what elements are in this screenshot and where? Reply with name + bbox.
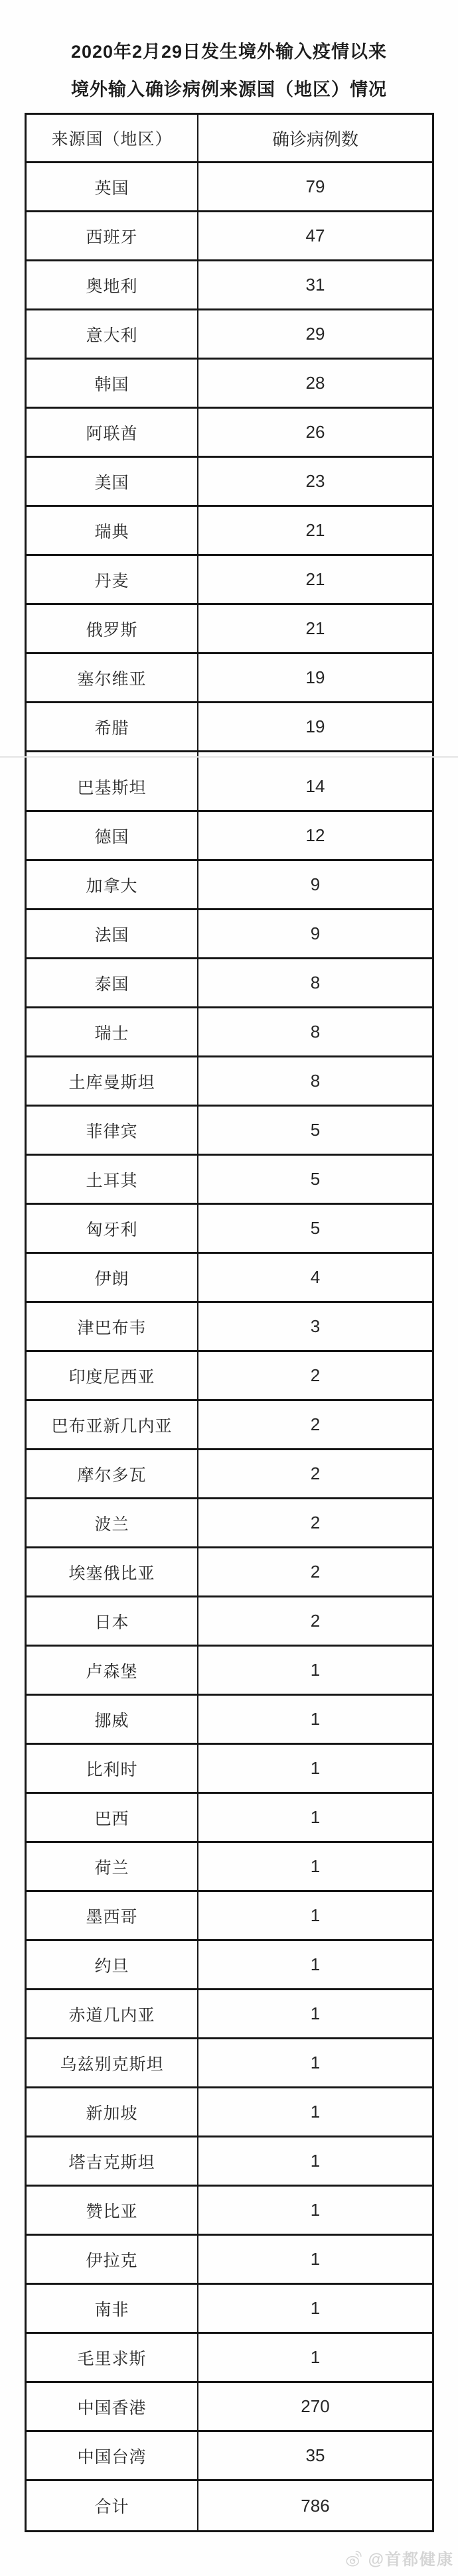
table-body (27, 163, 432, 2481)
count-cell: 5 (310, 1169, 321, 1189)
table-row (27, 1696, 432, 1745)
table-row (27, 1450, 432, 1499)
table-row (27, 2039, 432, 2088)
table-row (27, 1352, 432, 1401)
country-cell: 土库曼斯坦 (27, 1057, 198, 1105)
count-cell: 19 (305, 716, 325, 736)
country-cell: 乌兹别克斯坦 (27, 2039, 198, 2086)
count-cell: 270 (301, 2396, 330, 2416)
table-row (27, 959, 432, 1008)
country-cell: 赞比亚 (27, 2187, 198, 2234)
country-cell: 匈牙利 (27, 1205, 198, 1252)
country-cell: 加拿大 (27, 861, 198, 908)
country-cell: 瑞典 (27, 507, 198, 554)
count-cell: 1 (310, 1856, 321, 1876)
country-cell: 约旦 (27, 1941, 198, 1988)
country-cell: 塔吉克斯坦 (27, 2137, 198, 2185)
country-cell: 印度尼西亚 (27, 1352, 198, 1399)
table-row (27, 2088, 432, 2137)
table-row (27, 1205, 432, 1254)
count-cell: 1 (310, 2298, 321, 2318)
country-cell: 荷兰 (27, 1843, 198, 1890)
watermark (344, 2546, 454, 2569)
count-cell: 23 (305, 471, 325, 491)
country-cell: 德国 (27, 812, 198, 859)
table-row (27, 2334, 432, 2383)
count-cell: 5 (310, 1120, 321, 1140)
country-cell: 中国台湾 (27, 2432, 198, 2479)
count-cell: 1 (310, 1660, 321, 1680)
count-cell: 1 (310, 1905, 321, 1925)
imported-cases-table (25, 113, 434, 2532)
count-cell: 79 (305, 176, 325, 196)
page-title-line2: 境外输入确诊病例来源国（地区）情况 (71, 80, 387, 100)
table-row (27, 1548, 432, 1597)
count-cell: 3 (310, 1316, 321, 1336)
count-cell: 29 (305, 324, 325, 344)
table-row (27, 2432, 432, 2481)
country-cell: 摩尔多瓦 (27, 1450, 198, 1497)
country-cell: 中国香港 (27, 2383, 198, 2430)
table-row (27, 409, 432, 458)
count-cell: 8 (310, 973, 321, 992)
table-row (27, 605, 432, 654)
count-cell: 5 (310, 1218, 321, 1238)
count-cell: 2 (310, 1365, 321, 1385)
country-cell: 英国 (27, 163, 198, 210)
table-row (27, 654, 432, 703)
country-cell: 阿联酋 (27, 409, 198, 456)
count-cell: 28 (305, 373, 325, 393)
country-cell: 瑞士 (27, 1008, 198, 1055)
table-row (27, 1156, 432, 1205)
country-cell: 巴西 (27, 1794, 198, 1841)
count-cell: 1 (310, 2102, 321, 2122)
count-cell: 35 (305, 2445, 325, 2465)
table-row (27, 812, 432, 861)
table-row (27, 1254, 432, 1303)
count-cell: 8 (310, 1071, 321, 1091)
count-cell: 1 (310, 2200, 321, 2220)
table-row (27, 1990, 432, 2039)
count-cell: 9 (310, 874, 321, 894)
weibo-icon (344, 2548, 364, 2568)
table-row (27, 2383, 432, 2432)
table-row (27, 458, 432, 507)
country-cell: 西班牙 (27, 212, 198, 259)
count-cell: 1 (310, 2003, 321, 2023)
count-cell: 31 (305, 275, 325, 295)
column-header-source: 来源国（地区） (27, 115, 198, 161)
table-row (27, 2285, 432, 2334)
table-row (27, 1008, 432, 1057)
country-cell: 新加坡 (27, 2088, 198, 2135)
country-cell: 伊朗 (27, 1254, 198, 1301)
count-cell: 1 (310, 2053, 321, 2072)
count-cell: 47 (305, 226, 325, 245)
count-cell: 1 (310, 2249, 321, 2269)
count-cell: 21 (305, 618, 325, 638)
country-cell: 法国 (27, 910, 198, 957)
country-cell: 津巴布韦 (27, 1303, 198, 1350)
count-cell: 26 (305, 422, 325, 442)
country-cell: 俄罗斯 (27, 605, 198, 652)
table-row (27, 163, 432, 212)
table-row (27, 1794, 432, 1843)
count-cell: 14 (305, 776, 325, 796)
country-cell: 伊拉克 (27, 2236, 198, 2283)
country-cell: 美国 (27, 458, 198, 505)
screenshot-stitch-seam (0, 756, 458, 758)
table-row (27, 1499, 432, 1548)
table-row (27, 1843, 432, 1892)
country-cell: 巴布亚新几内亚 (27, 1401, 198, 1448)
country-cell: 南非 (27, 2285, 198, 2332)
country-cell: 卢森堡 (27, 1647, 198, 1694)
count-cell: 9 (310, 923, 321, 943)
country-cell: 赤道几内亚 (27, 1990, 198, 2037)
country-cell: 意大利 (27, 310, 198, 358)
table-row (27, 212, 432, 261)
country-cell: 韩国 (27, 360, 198, 407)
count-cell: 8 (310, 1022, 321, 1042)
country-cell: 丹麦 (27, 556, 198, 603)
count-cell: 2 (310, 1513, 321, 1532)
table-row (27, 1057, 432, 1107)
count-cell: 2 (310, 1463, 321, 1483)
country-cell: 墨西哥 (27, 1892, 198, 1939)
table-row (27, 2187, 432, 2236)
count-cell: 21 (305, 520, 325, 540)
table-row (27, 1303, 432, 1352)
country-cell: 巴基斯坦 (27, 763, 198, 810)
count-cell: 4 (310, 1267, 321, 1287)
table-row (27, 910, 432, 959)
count-cell: 21 (305, 569, 325, 589)
country-cell: 塞尔维亚 (27, 654, 198, 701)
country-cell: 奥地利 (27, 261, 198, 308)
table-row (27, 703, 432, 752)
country-cell: 埃塞俄比亚 (27, 1548, 198, 1595)
count-cell: 19 (305, 667, 325, 687)
table-total-row (27, 2481, 432, 2530)
country-cell: 日本 (27, 1597, 198, 1645)
watermark-handle: @首都健康 (368, 2551, 454, 2569)
table-row (27, 763, 432, 812)
table-row (27, 261, 432, 310)
table-row (27, 556, 432, 605)
table-row (27, 1107, 432, 1156)
table-row (27, 1647, 432, 1696)
page-title-line1: 2020年2月29日发生境外输入疫情以来 (70, 42, 388, 62)
total-label: 合计 (27, 2481, 198, 2530)
total-count: 786 (301, 2495, 330, 2516)
table-row (27, 360, 432, 409)
table-row (27, 2137, 432, 2187)
country-cell: 泰国 (27, 959, 198, 1006)
country-cell: 希腊 (27, 703, 198, 750)
table-row (27, 310, 432, 360)
table-row (27, 1941, 432, 1990)
table-row (27, 1892, 432, 1941)
country-cell: 比利时 (27, 1745, 198, 1792)
country-cell: 挪威 (27, 1696, 198, 1743)
table-row (27, 1401, 432, 1450)
count-cell: 2 (310, 1562, 321, 1582)
country-cell: 土耳其 (27, 1156, 198, 1203)
count-cell: 12 (305, 825, 325, 845)
country-cell: 毛里求斯 (27, 2334, 198, 2381)
country-cell: 波兰 (27, 1499, 198, 1546)
table-header-row (27, 115, 432, 163)
stitch-stub-row (27, 752, 432, 763)
count-cell: 1 (310, 2151, 321, 2171)
count-cell: 1 (310, 1807, 321, 1827)
table-row (27, 861, 432, 910)
table-row (27, 1745, 432, 1794)
table-row (27, 507, 432, 556)
table-row (27, 1597, 432, 1647)
count-cell: 2 (310, 1611, 321, 1631)
count-cell: 2 (310, 1414, 321, 1434)
count-cell: 1 (310, 1954, 321, 1974)
count-cell: 1 (310, 1758, 321, 1778)
column-header-count: 确诊病例数 (271, 129, 358, 149)
count-cell: 1 (310, 1709, 321, 1729)
table-row (27, 2236, 432, 2285)
count-cell: 1 (310, 2347, 321, 2367)
country-cell: 菲律宾 (27, 1107, 198, 1154)
